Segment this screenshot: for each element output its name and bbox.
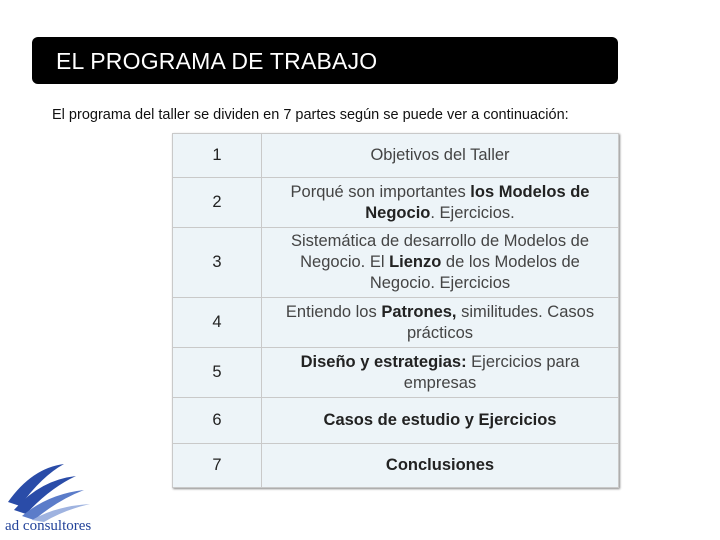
intro-text: El programa del taller se dividen en 7 partes según se puede ver a continuación: <box>52 107 569 123</box>
description-text: los Modelos de Negocio <box>365 182 590 222</box>
row-description <box>262 398 619 444</box>
table-row <box>173 228 619 298</box>
table-row <box>173 298 619 348</box>
table-row <box>173 398 619 444</box>
row-description <box>262 348 619 398</box>
description-text: Lienzo <box>389 253 442 271</box>
page-title: EL PROGRAMA DE TRABAJO <box>56 48 378 74</box>
row-description <box>262 298 619 348</box>
row-number: 7 <box>173 444 262 488</box>
description-text: . Ejercicios. <box>430 203 515 222</box>
table-row <box>173 348 619 398</box>
description-text: Sistemática de desarrollo de Modelos de Negocio. El <box>290 232 590 271</box>
description-text: de los Modelos de Negocio. Ejercicios <box>369 253 580 292</box>
row-description <box>262 444 619 488</box>
description-text: Porqué son importantes <box>290 182 471 201</box>
table-row <box>173 444 619 488</box>
row-number: 4 <box>173 298 262 348</box>
title-bar <box>32 37 618 84</box>
program-table <box>172 133 619 488</box>
row-description <box>262 134 619 178</box>
description-text: Entiendo los <box>285 302 382 321</box>
description-text: similitudes. Casos prácticos <box>406 302 595 342</box>
row-number: 3 <box>173 228 262 298</box>
table-row <box>173 178 619 228</box>
row-number: 1 <box>173 134 262 178</box>
table-row <box>173 134 619 178</box>
description-text: Conclusiones <box>385 456 495 474</box>
description-text: Patrones, <box>381 302 457 321</box>
row-number: 6 <box>173 398 262 444</box>
row-description <box>262 228 619 298</box>
logo-text: ad consultores <box>5 518 92 534</box>
description-text: Objetivos del Taller <box>370 146 510 164</box>
row-number: 2 <box>173 178 262 228</box>
row-number: 5 <box>173 348 262 398</box>
description-text: Ejercicios para empresas <box>403 352 580 392</box>
description-text: Diseño y estrategias: <box>300 352 467 371</box>
row-description <box>262 178 619 228</box>
description-text: Casos de estudio y Ejercicios <box>323 411 557 429</box>
